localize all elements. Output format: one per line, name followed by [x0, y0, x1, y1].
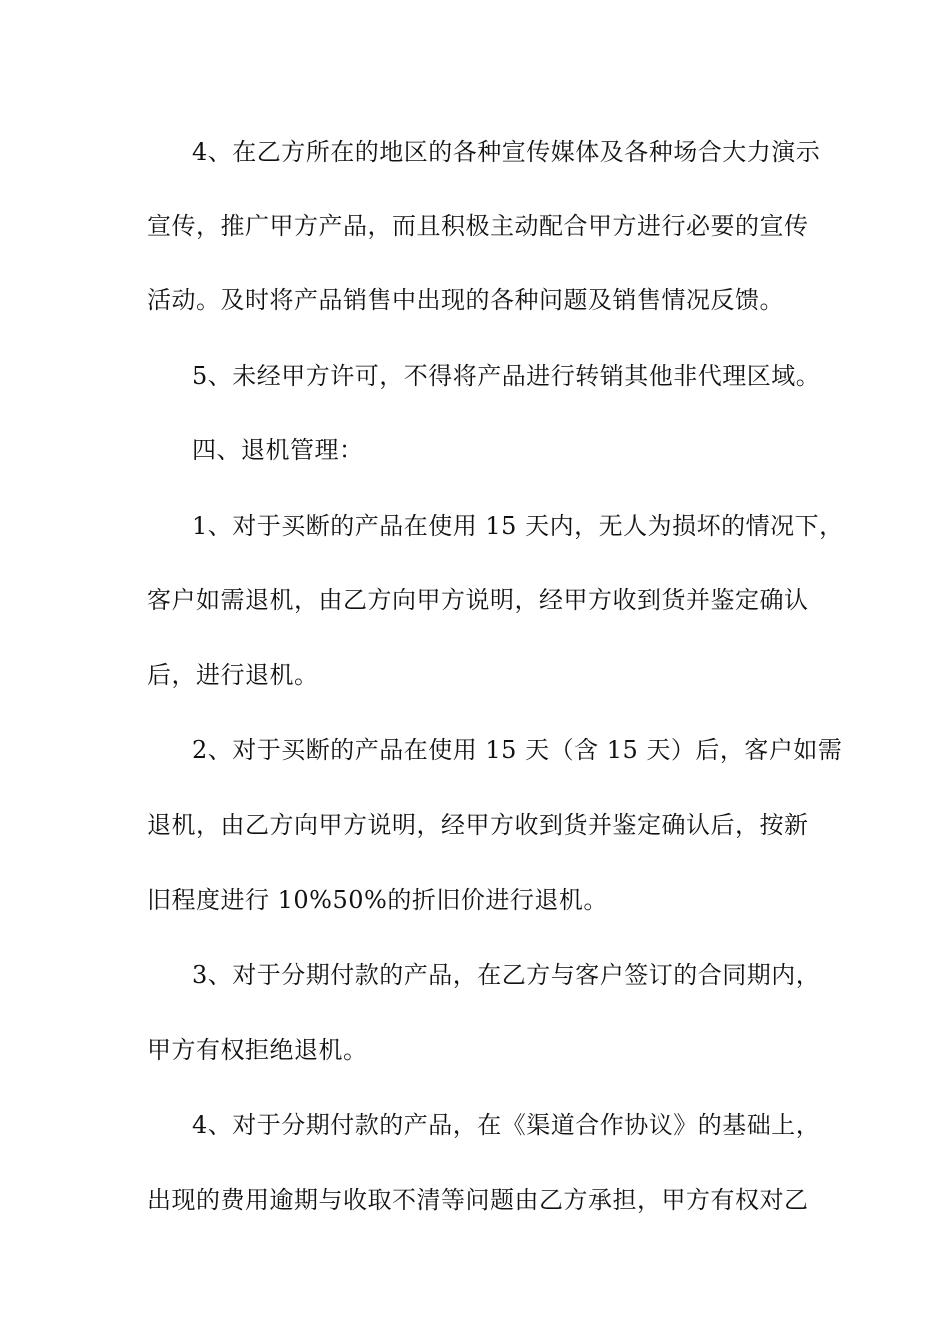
return-item-1-line-3: 后，进行退机。: [147, 661, 319, 689]
return-item-3-line-2: 甲方有权拒绝退机。: [147, 1036, 368, 1064]
paragraph-item-4-line-3: 活动。及时将产品销售中出现的各种问题及销售情况反馈。: [147, 286, 784, 314]
return-item-4-line-1: 4、对于分期付款的产品，在《渠道合作协议》的基础上，: [192, 1111, 821, 1139]
paragraph-item-4-line-2: 宣传，推广甲方产品，而且积极主动配合甲方进行必要的宣传: [147, 212, 809, 240]
return-item-4-line-2: 出现的费用逾期与收取不清等问题由乙方承担，甲方有权对乙: [147, 1186, 809, 1214]
return-item-3-line-1: 3、对于分期付款的产品，在乙方与客户签订的合同期内，: [192, 961, 821, 989]
paragraph-item-5: 5、未经甲方许可，不得将产品进行转销其他非代理区域。: [192, 362, 821, 390]
return-item-2-line-2: 退机，由乙方向甲方说明，经甲方收到货并鉴定确认后，按新: [147, 811, 809, 839]
return-item-2-line-1: 2、对于买断的产品在使用 15 天（含 15 天）后，客户如需: [192, 736, 843, 764]
return-item-1-line-2: 客户如需退机，由乙方向甲方说明，经甲方收到货并鉴定确认: [147, 586, 809, 614]
section-heading-return-management: 四、退机管理：: [192, 436, 364, 464]
return-item-1-line-1: 1、对于买断的产品在使用 15 天内，无人为损坏的情况下，: [192, 512, 844, 540]
paragraph-item-4-line-1: 4、在乙方所在的地区的各种宣传媒体及各种场合大力演示: [192, 138, 821, 166]
return-item-2-line-3: 旧程度进行 10%50%的折旧价进行退机。: [147, 886, 608, 914]
